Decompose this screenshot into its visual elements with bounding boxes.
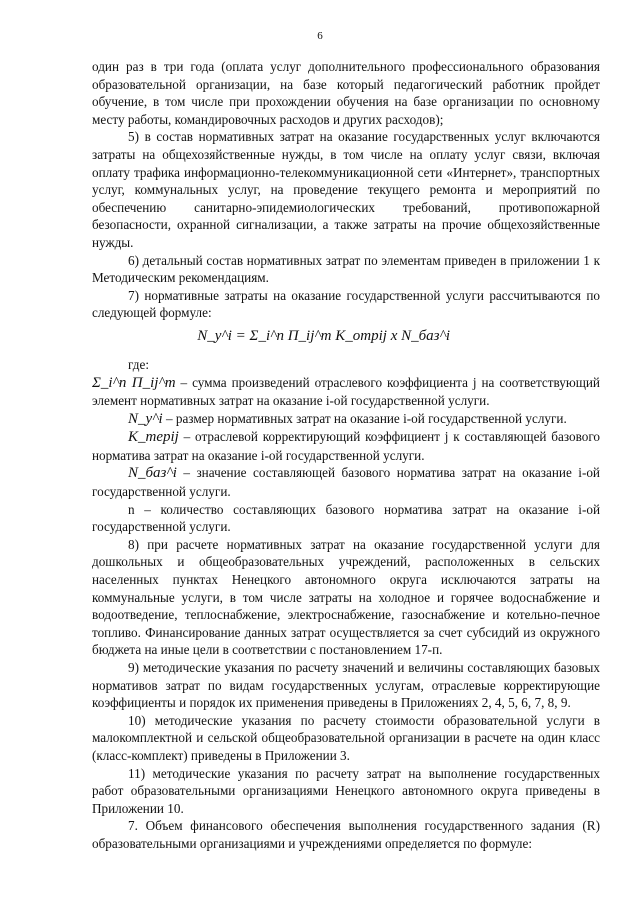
definition-sum-product (92, 374, 600, 410)
definition-text: – отраслевой корректирующий коэффициент j к составляющей базового норматива затрат на оказание i-ой государственной услуги. (92, 429, 600, 463)
definition-kter (92, 428, 600, 464)
paragraph-item-7: 7) нормативные затраты на оказание государственной услуги рассчитываются по следующей формуле: (92, 287, 600, 321)
page-number: 6 (317, 30, 323, 42)
definition-text: – сумма произведений отраслевого коэффициента j на соответствующий элемент нормативных затрат на оказание i-ой государственной услуги. (92, 374, 600, 409)
paragraph-continuation: один раз в три года (оплата услуг дополнительного профессионального образования образовательной организации, на базе который педагогический работник пройдет обучение, в том числе при прохождении обучения на базе организации по основному месту работы, командировочных расходов и других расходов); (92, 59, 600, 127)
paragraph-item-5: 5) в состав нормативных затрат на оказание государственных услуг включаются затраты на общехозяйственные нужды, в том числе на оплату услуг связи, включая оплату трафика информационно-телекоммуникационной сети «Интернет», транспортных услуг, коммунальных услуг, на проведение текущего ремонта и мероприятий по обеспечению санитарно-эпидемиологических требований, противопожарной безопасности, охранной сигнализации, а также затраты на прочие общехозяйственные нужды. (92, 129, 600, 250)
paragraph-item-8: 8) при расчете нормативных затрат на оказание государственной услуги для дошкольных и общеобразовательных учреждений, расположенных в сельских населенных пунктах Ненецкого автономного округа исключаются затраты на коммунальные услуги, в том числе затраты на холодное и горячее водоснабжение и водоотведение, теплоснабжение, электроснабжение, газоснабжение и котельно-печное топливо. Финансирование данных затрат осуществляется за счет субсидий из окружного бюджета на иные цели в соответствии с постановлением 17-п. (92, 536, 600, 658)
definition-text: – количество составляющих базового норматива затрат на оказание i-ой государственной услуги. (92, 501, 600, 535)
paragraph-item-10: 10) методические указания по расчету стоимости образовательной услуги в малокомплектной и сельской общеобразовательной организации в расчете на один класс (класс-комплект) приведены в Приложении 3. (92, 712, 600, 763)
definition-n (92, 501, 600, 536)
document-body (92, 58, 600, 853)
paragraph-item-6: 6) детальный состав нормативных затрат по элементам приведен в приложении 1 к Методическим рекомендациям. (92, 252, 600, 286)
where-label: где: (128, 356, 149, 372)
symbol-sum-product: Σ_i^n Π_ij^m (92, 374, 176, 391)
symbol-n: n (128, 501, 135, 517)
definition-nbaz (92, 464, 600, 500)
paragraph-section-7: 7. Объем финансового обеспечения выполнения государственного задания (R) образовательными организациями и учреждениями определяется по формуле: (92, 818, 600, 851)
formula-normative-costs (92, 324, 600, 348)
definition-ny (92, 410, 600, 429)
formula-text: N_y^i = Σ_i^n Π_ij^m K_отрij x N_баз^i (197, 327, 450, 344)
definition-text: – размер нормативных затрат на оказание i-ой государственной услуги. (162, 410, 567, 426)
paragraph-item-11: 11) методические указания по расчету затрат на выполнение государственных работ образовательными организациями Ненецкого автономного округа приведены в Приложении 10. (92, 765, 600, 816)
symbol-nbaz: N_баз^i (128, 465, 177, 482)
symbol-kter: K_терij (128, 429, 179, 446)
symbol-ny: N_y^i (128, 410, 163, 427)
paragraph-item-9: 9) методические указания по расчету значений и величины составляющих базовых нормативов затрат по видам государственных услугам, отраслевые корректирующие коэффициенты и порядок их применения приведены в Приложениях 2, 4, 5, 6, 7, 8, 9. (92, 660, 600, 711)
definition-text: – значение составляющей базового норматива затрат на оказание i-ой государственной услуги. (92, 465, 600, 500)
